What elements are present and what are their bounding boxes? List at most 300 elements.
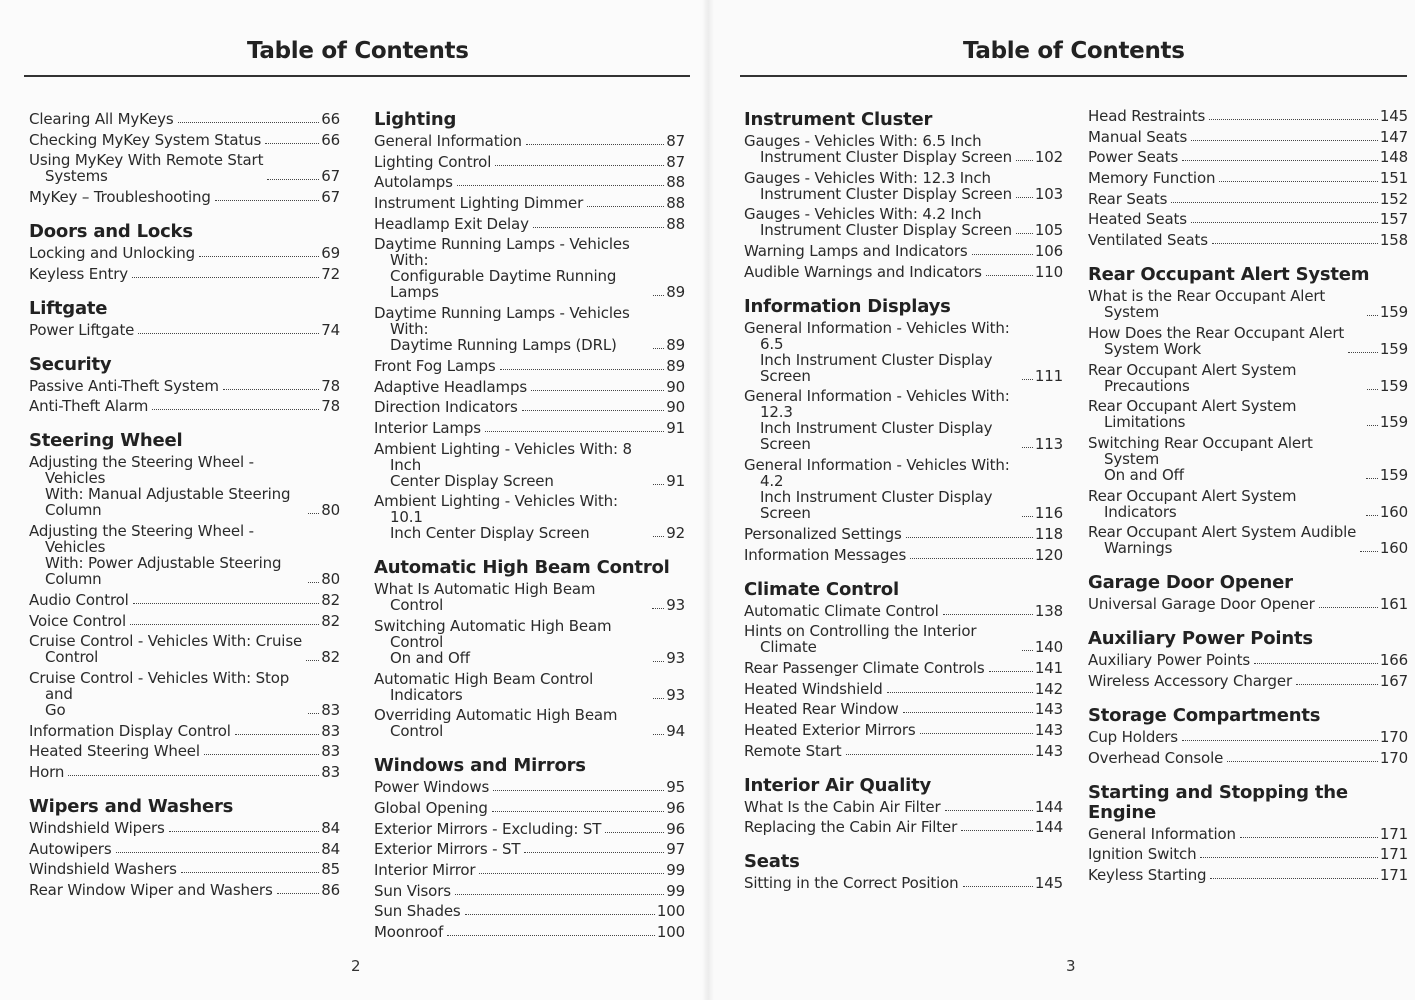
toc-entry[interactable] <box>1088 488 1408 520</box>
toc-section <box>29 431 340 780</box>
dot-leader <box>1200 857 1377 858</box>
toc-entry[interactable] <box>29 322 340 338</box>
entry-title: Interior Lamps <box>374 418 481 437</box>
dot-leader <box>223 389 319 390</box>
section-heading: Garage Door Opener <box>1088 572 1293 594</box>
entry-title: Exterior Mirrors - ST <box>374 840 521 859</box>
toc-entry[interactable] <box>374 305 685 353</box>
entry-title: Overhead Console <box>1088 748 1224 767</box>
entry-page-number: 66 <box>321 110 340 128</box>
toc-entry[interactable] <box>374 133 685 149</box>
dot-leader <box>215 200 319 201</box>
dot-leader <box>1182 160 1378 161</box>
entry-title: Wireless Accessory Charger <box>1088 671 1292 690</box>
entry-page-number: 118 <box>1034 524 1063 543</box>
toc-entry[interactable] <box>374 800 685 816</box>
entry-page-number: 142 <box>1034 679 1063 698</box>
section-heading: Storage Compartments <box>1088 704 1321 726</box>
dot-leader <box>945 810 1033 811</box>
entry-page-number: 87 <box>666 152 685 171</box>
toc-section <box>1088 108 1408 248</box>
toc-entry[interactable] <box>374 581 685 613</box>
entry-page-number: 160 <box>1379 502 1408 521</box>
entry-page-number: 93 <box>666 685 685 704</box>
entry-title: Checking MyKey System Status <box>29 130 262 149</box>
toc-section <box>29 299 340 338</box>
dot-leader <box>1367 315 1378 316</box>
entry-page-number: 97 <box>666 840 685 859</box>
dot-leader <box>522 410 665 411</box>
entry-title: Ambient Lighting - Vehicles With: 8 Inch Center Display Screen <box>374 439 632 490</box>
entry-title: What Is Automatic High Beam Control <box>374 580 596 615</box>
entry-page-number: 93 <box>666 648 685 667</box>
toc-entry[interactable] <box>29 764 340 780</box>
toc-entry[interactable] <box>374 195 685 211</box>
entry-title: Moonroof <box>374 923 444 942</box>
entry-page-number: 145 <box>1034 874 1063 893</box>
entry-title: Warning Lamps and Indicators <box>744 242 968 261</box>
entry-page-number: 78 <box>321 397 340 416</box>
entry-title: Memory Function <box>1088 169 1216 188</box>
entry-title: Rear Seats <box>1088 189 1168 208</box>
dot-leader <box>152 409 319 410</box>
toc-entry[interactable] <box>374 841 685 857</box>
dot-leader <box>169 831 319 832</box>
toc-entry[interactable] <box>1088 750 1408 766</box>
entry-page-number: 116 <box>1034 504 1063 523</box>
dot-leader <box>199 256 319 257</box>
toc-entry[interactable] <box>374 399 685 415</box>
entry-title: Windshield Washers <box>29 860 177 879</box>
entry-title: General Information <box>374 132 522 150</box>
entry-page-number: 89 <box>666 283 685 302</box>
toc-entry[interactable] <box>1088 170 1408 186</box>
dot-leader <box>989 671 1033 672</box>
dot-leader <box>653 661 664 662</box>
dot-leader <box>972 254 1033 255</box>
entry-title: Rear Passenger Climate Controls <box>744 658 985 677</box>
toc-section <box>744 776 1063 836</box>
toc-entry[interactable] <box>744 743 1063 759</box>
toc-entry[interactable] <box>744 170 1063 202</box>
dot-leader <box>653 734 664 735</box>
entry-title: Sitting in the Correct Position <box>744 874 959 893</box>
entry-page-number: 170 <box>1379 727 1408 746</box>
toc-column <box>374 110 685 957</box>
toc-entry[interactable] <box>29 454 340 518</box>
entry-page-number: 88 <box>666 194 685 213</box>
entry-page-number: 160 <box>1379 539 1408 558</box>
toc-entry[interactable] <box>744 819 1063 835</box>
toc-entry[interactable] <box>29 378 340 394</box>
entry-page-number: 82 <box>321 590 340 609</box>
entry-title: Horn <box>29 762 65 781</box>
dot-leader <box>1191 140 1378 141</box>
toc-entry[interactable] <box>1088 129 1408 145</box>
toc-entry[interactable] <box>374 779 685 795</box>
toc-entry[interactable] <box>1088 524 1408 556</box>
toc-entry[interactable] <box>29 633 340 665</box>
toc-entry[interactable] <box>744 875 1063 891</box>
toc-entry[interactable] <box>374 924 685 940</box>
dot-leader <box>524 852 664 853</box>
dot-leader <box>1016 233 1033 234</box>
section-heading: Lighting <box>374 109 457 130</box>
section-heading: Climate Control <box>744 578 899 600</box>
entry-page-number: 100 <box>656 902 685 921</box>
toc-entry[interactable] <box>1088 398 1408 430</box>
entry-page-number: 91 <box>666 418 685 437</box>
toc-entry[interactable] <box>374 671 685 703</box>
toc-entry[interactable] <box>1088 191 1408 207</box>
toc-entry[interactable] <box>29 670 340 718</box>
entry-page-number: 144 <box>1034 818 1063 837</box>
dot-leader <box>1212 243 1378 244</box>
dot-leader <box>493 790 664 791</box>
entry-page-number: 96 <box>666 799 685 817</box>
toc-entry[interactable] <box>374 216 685 232</box>
entry-page-number: 147 <box>1379 127 1408 146</box>
dot-leader <box>1210 878 1377 879</box>
entry-page-number: 93 <box>666 596 685 615</box>
toc-entry[interactable] <box>29 723 340 739</box>
entry-title: Power Liftgate <box>29 320 135 339</box>
entry-title: Direction Indicators <box>374 398 518 417</box>
entry-title: Passive Anti-Theft System <box>29 376 219 395</box>
toc-entry[interactable] <box>29 743 340 759</box>
toc-entry[interactable] <box>29 613 340 629</box>
entry-page-number: 72 <box>321 264 340 283</box>
title-divider <box>24 75 690 77</box>
dot-leader <box>267 179 319 180</box>
entry-page-number: 80 <box>321 570 340 589</box>
entry-page-number: 91 <box>666 471 685 490</box>
entry-page-number: 166 <box>1379 651 1408 670</box>
entry-page-number: 110 <box>1034 262 1063 281</box>
entry-title: Manual Seats <box>1088 127 1188 146</box>
dot-leader <box>68 775 319 776</box>
dot-leader <box>1366 478 1378 479</box>
entry-title: General Information - Vehicles With: 12.3 Inch Instrument Cluster Display Screen <box>744 387 1010 454</box>
toc-entry[interactable] <box>1088 729 1408 745</box>
entry-title: Cruise Control - Vehicles With: Cruise Control <box>29 632 303 667</box>
toc-entry[interactable] <box>374 379 685 395</box>
entry-page-number: 100 <box>656 923 685 942</box>
book-spine <box>702 0 714 1000</box>
entry-page-number: 96 <box>666 819 685 838</box>
entry-page-number: 103 <box>1034 184 1063 203</box>
section-heading: Auxiliary Power Points <box>1088 628 1313 650</box>
dot-leader <box>652 608 664 609</box>
entry-page-number: 151 <box>1379 169 1408 188</box>
entry-title: Exterior Mirrors - Excluding: ST <box>374 819 602 838</box>
toc-entry[interactable] <box>1088 232 1408 248</box>
dot-leader <box>653 295 664 296</box>
entry-page-number: 171 <box>1379 866 1408 884</box>
entry-page-number: 159 <box>1379 339 1408 358</box>
entry-title: General Information - Vehicles With: 6.5 Inch Instrument Cluster Display Screen <box>744 318 1010 385</box>
dot-leader <box>308 513 319 514</box>
toc-section <box>29 355 340 415</box>
toc-entry[interactable] <box>1088 596 1408 612</box>
entry-page-number: 113 <box>1034 435 1063 454</box>
dot-leader <box>605 832 664 833</box>
entry-title: Gauges - Vehicles With: 12.3 Inch Instrument Cluster Display Screen <box>744 168 1012 203</box>
toc-entry[interactable] <box>29 861 340 877</box>
entry-title: Rear Occupant Alert System Limitations <box>1088 397 1297 432</box>
entry-page-number: 95 <box>666 778 685 797</box>
entry-title: Information Display Control <box>29 721 231 740</box>
toc-entry[interactable] <box>1088 149 1408 165</box>
toc-entry[interactable] <box>374 358 685 374</box>
dot-leader <box>961 830 1033 831</box>
toc-entry[interactable] <box>744 547 1063 563</box>
toc-entry[interactable] <box>744 660 1063 676</box>
toc-entry[interactable] <box>374 821 685 837</box>
toc-entry[interactable] <box>29 820 340 836</box>
toc-entry[interactable] <box>1088 325 1408 357</box>
entry-title: Heated Steering Wheel <box>29 742 200 761</box>
toc-entry[interactable] <box>744 206 1063 238</box>
toc-section <box>1088 573 1408 612</box>
section-heading: Starting and Stopping the Engine <box>1088 781 1348 823</box>
toc-entry[interactable] <box>1088 288 1408 320</box>
toc-entry[interactable] <box>1088 826 1408 842</box>
toc-entry[interactable] <box>374 154 685 170</box>
dot-leader <box>587 206 664 207</box>
toc-entry[interactable] <box>1088 435 1408 483</box>
toc-entry[interactable] <box>374 493 685 541</box>
toc-entry[interactable] <box>744 799 1063 815</box>
page-title: Table of Contents <box>963 38 1185 64</box>
entry-page-number: 69 <box>321 244 340 263</box>
toc-entry[interactable] <box>374 883 685 899</box>
entry-page-number: 159 <box>1379 376 1408 395</box>
entry-title: Switching Automatic High Beam Control On and Off <box>374 616 612 667</box>
entry-page-number: 85 <box>321 860 340 879</box>
entry-page-number: 89 <box>666 356 685 375</box>
entry-page-number: 83 <box>321 742 340 761</box>
entry-page-number: 106 <box>1034 242 1063 261</box>
entry-page-number: 99 <box>666 861 685 880</box>
dot-leader <box>133 603 320 604</box>
toc-entry[interactable] <box>1088 652 1408 668</box>
toc-entry[interactable] <box>1088 673 1408 689</box>
toc-section <box>744 580 1063 759</box>
toc-entry[interactable] <box>374 441 685 489</box>
dot-leader <box>130 624 319 625</box>
toc-entry[interactable] <box>744 243 1063 259</box>
dot-leader <box>846 754 1033 755</box>
entry-page-number: 74 <box>321 320 340 339</box>
toc-entry[interactable] <box>374 420 685 436</box>
section-heading: Instrument Cluster <box>744 109 933 130</box>
entry-title: Global Opening <box>374 799 488 817</box>
entry-page-number: 94 <box>666 722 685 741</box>
toc-entry[interactable] <box>1088 846 1408 862</box>
dot-leader <box>495 165 664 166</box>
dot-leader <box>116 852 320 853</box>
entry-page-number: 145 <box>1379 107 1408 125</box>
dot-leader <box>178 122 320 123</box>
toc-entry[interactable] <box>1088 362 1408 394</box>
dot-leader <box>531 390 664 391</box>
entry-title: Gauges - Vehicles With: 4.2 Inch Instrument Cluster Display Screen <box>744 205 1012 240</box>
entry-title: Daytime Running Lamps - Vehicles With: Configurable Daytime Running Lamps <box>374 235 630 302</box>
dot-leader <box>1182 740 1378 741</box>
entry-title: Daytime Running Lamps - Vehicles With: Daytime Running Lamps (DRL) <box>374 304 630 355</box>
dot-leader <box>455 894 664 895</box>
toc-column <box>1088 108 1408 900</box>
entry-title: Head Restraints <box>1088 107 1206 125</box>
section-heading: Doors and Locks <box>29 221 193 243</box>
entry-title: General Information - Vehicles With: 4.2 Inch Instrument Cluster Display Screen <box>744 456 1010 523</box>
toc-entry[interactable] <box>374 236 685 300</box>
dot-leader <box>308 713 319 714</box>
entry-page-number: 144 <box>1034 797 1063 816</box>
entry-title: What Is the Cabin Air Filter <box>744 797 941 816</box>
dot-leader <box>457 185 664 186</box>
toc-entry[interactable] <box>29 266 340 282</box>
toc-entry[interactable] <box>744 264 1063 280</box>
dot-leader <box>887 692 1033 693</box>
section-heading: Interior Air Quality <box>744 774 932 796</box>
toc-entry[interactable] <box>744 457 1063 521</box>
dot-leader <box>1367 389 1378 390</box>
page-number: 3 <box>1066 957 1076 975</box>
entry-page-number: 90 <box>666 377 685 396</box>
toc-section <box>1088 629 1408 689</box>
entry-title: Switching Rear Occupant Alert System On and Off <box>1088 433 1313 484</box>
toc-entry[interactable] <box>29 398 340 414</box>
entry-title: Automatic High Beam Control Indicators <box>374 669 594 704</box>
toc-entry[interactable] <box>744 701 1063 717</box>
toc-entry[interactable] <box>744 133 1063 165</box>
dot-leader <box>1254 663 1378 664</box>
entry-title: Ignition Switch <box>1088 845 1197 864</box>
entry-page-number: 83 <box>321 721 340 740</box>
dot-leader <box>1240 837 1378 838</box>
entry-title: Replacing the Cabin Air Filter <box>744 818 958 837</box>
entry-title: Anti-Theft Alarm <box>29 397 149 416</box>
entry-page-number: 159 <box>1379 303 1408 322</box>
dot-leader <box>1171 202 1378 203</box>
toc-entry[interactable] <box>1088 211 1408 227</box>
entry-title: General Information <box>1088 824 1236 843</box>
dot-leader <box>910 558 1033 559</box>
toc-section <box>29 111 340 205</box>
toc-entry[interactable] <box>374 707 685 739</box>
entry-title: Adaptive Headlamps <box>374 377 527 396</box>
toc-entry[interactable] <box>29 132 340 148</box>
page-number: 2 <box>351 957 361 975</box>
toc-entry[interactable] <box>29 189 340 205</box>
toc-entry[interactable] <box>744 681 1063 697</box>
toc-entry[interactable] <box>29 152 340 184</box>
toc-entry[interactable] <box>744 722 1063 738</box>
entry-page-number: 84 <box>321 839 340 858</box>
entry-page-number: 88 <box>666 173 685 192</box>
toc-entry[interactable] <box>374 862 685 878</box>
toc-entry[interactable] <box>744 603 1063 619</box>
dot-leader <box>1348 352 1378 353</box>
entry-page-number: 67 <box>321 188 340 207</box>
toc-entry[interactable] <box>29 882 340 898</box>
entry-title: Rear Occupant Alert System Indicators <box>1088 486 1297 521</box>
entry-page-number: 159 <box>1379 465 1408 484</box>
entry-page-number: 171 <box>1379 824 1408 843</box>
dot-leader <box>235 734 319 735</box>
dot-leader <box>1367 425 1378 426</box>
entry-title: Cruise Control - Vehicles With: Stop and Go <box>29 668 290 719</box>
toc-section <box>374 756 685 940</box>
toc-entry[interactable] <box>744 623 1063 655</box>
entry-title: Rear Window Wiper and Washers <box>29 881 273 899</box>
toc-entry[interactable] <box>29 523 340 587</box>
entry-page-number: 105 <box>1034 221 1063 240</box>
toc-entry[interactable] <box>29 245 340 261</box>
entry-title: Universal Garage Door Opener <box>1088 595 1315 614</box>
entry-page-number: 143 <box>1034 741 1063 760</box>
entry-title: Heated Rear Window <box>744 700 899 719</box>
toc-entry[interactable] <box>744 526 1063 542</box>
dot-leader <box>1022 516 1033 517</box>
section-heading: Automatic High Beam Control <box>374 557 670 579</box>
toc-entry[interactable] <box>744 388 1063 452</box>
entry-title: Rear Occupant Alert System Audible Warnings <box>1088 523 1357 558</box>
toc-entry[interactable] <box>29 592 340 608</box>
entry-title: Heated Exterior Mirrors <box>744 720 916 739</box>
entry-title: Overriding Automatic High Beam Control <box>374 706 618 741</box>
entry-page-number: 159 <box>1379 413 1408 432</box>
entry-title: Automatic Climate Control <box>744 601 939 620</box>
toc-entry[interactable] <box>1088 108 1408 124</box>
toc-entry[interactable] <box>744 320 1063 384</box>
entry-page-number: 92 <box>666 524 685 543</box>
entry-page-number: 120 <box>1034 545 1063 564</box>
entry-title: What is the Rear Occupant Alert System <box>1088 287 1326 322</box>
entry-page-number: 167 <box>1379 671 1408 690</box>
toc-section <box>29 222 340 282</box>
entry-page-number: 80 <box>321 501 340 520</box>
section-heading: Seats <box>744 851 800 873</box>
dot-leader <box>1227 761 1378 762</box>
right-page <box>708 0 1415 1000</box>
entry-page-number: 170 <box>1379 748 1408 767</box>
toc-entry[interactable] <box>29 111 340 127</box>
section-heading: Rear Occupant Alert System <box>1088 264 1370 286</box>
toc-entry[interactable] <box>29 841 340 857</box>
dot-leader <box>653 484 664 485</box>
dot-leader <box>986 275 1033 276</box>
entry-title: Information Messages <box>744 545 907 564</box>
entry-title: Locking and Unlocking <box>29 244 195 263</box>
entry-title: Power Seats <box>1088 148 1179 167</box>
toc-entry[interactable] <box>374 618 685 666</box>
toc-entry[interactable] <box>1088 867 1408 883</box>
entry-title: Ventilated Seats <box>1088 231 1208 250</box>
title-divider <box>740 75 1407 77</box>
dot-leader <box>1022 379 1033 380</box>
toc-section <box>29 797 340 898</box>
dot-leader <box>1219 181 1377 182</box>
entry-title: Sun Shades <box>374 902 461 921</box>
toc-entry[interactable] <box>374 174 685 190</box>
toc-section <box>374 558 685 739</box>
dot-leader <box>903 712 1033 713</box>
entry-page-number: 143 <box>1034 720 1063 739</box>
toc-entry[interactable] <box>374 903 685 919</box>
